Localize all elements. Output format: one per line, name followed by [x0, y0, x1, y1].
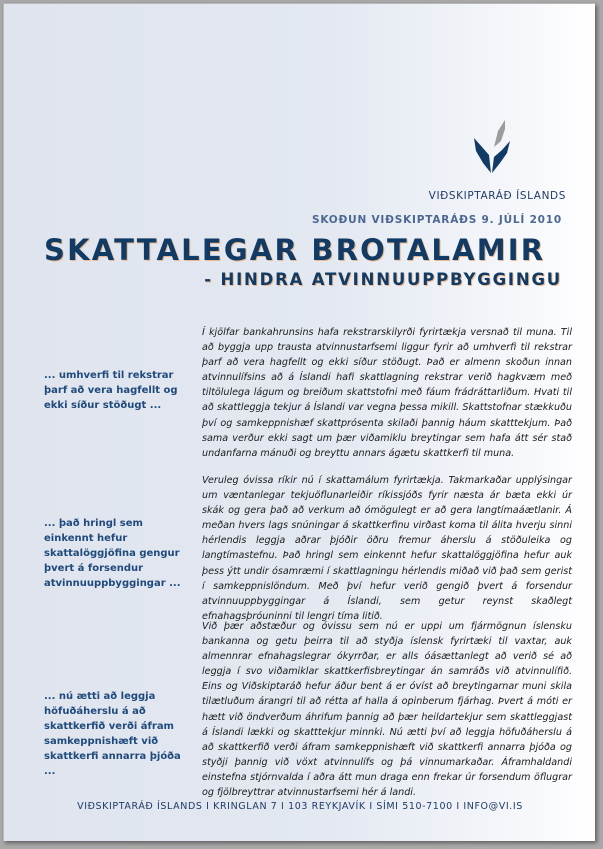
document-page	[3, 3, 595, 841]
leaf-chevron-logo-icon	[472, 117, 512, 175]
brand-name: VIÐSKIPTARÁÐ ÍSLANDS	[428, 190, 566, 202]
body-paragraph-2: Veruleg óvissa ríkir nú í skattamálum fyrirtækja. Takmarkaðar upplýsingar um væntanlegar tekjuöflunarleiðir ríkissjóðs fyrir næsta ár bæta ekki úr skák og gera það að verkum að ómögulegt er að gera langtímaáætlanir. Á meðan hvers lags snúningar á skattkerfinu virðast koma til álita hverju sinni hérlendis leggja aðrar þjóðir öðru fremur áherslu á stöðuleika og langtímastefnu. Það hringl sem einkennt hefur skattalöggjöfina hefur auk þess ýtt undir ósamræmi í skattlagningu hérlendis miðað við það sem gerist í samkeppnislöndum. Með því hefur verið gengið þvert á forsendur atvinnuuppbyggingar á Íslandi, sem getur reynst skaðlegt efnahagsþróuninni til lengri tíma litið.	[202, 475, 572, 622]
body-paragraph-3: Við þær aðstæður og óvissu sem nú er uppi um fjármögnun íslensku bankanna og getu þeirra til að styðja íslensk fyrirtæki til vaxtar, auk almennrar efnahagslegrar ókyrrðar, er alls óásættanlegt að verið sé að leggja í svo viðamiklar skattkerfisbreytingar án samráðs við atvinnulífið. Eins og Viðskiptaráð hefur áður bent á er óvíst að breytingarnar muni skila tilætluðum árangri til að rétta af halla á opinberum fjárhag. Þvert á móti er hætt við öndverðum áhrifum þannig að þær heildartekjur sem skattleggjast á Íslandi lækki og skatttekjur minnki. Nú ætti því að leggja höfuðáherslu á að skattkerfið verði áfram samkeppnishæft við skattkerfi annarra þjóða og styðji þannig við vöxt atvinnulífs og þá vinnumarkaðar. Áframhaldandi einstefna stjórnvalda í aðra átt mun draga enn frekar úr forsendum öflugrar og fjölbreyttrar atvinnustarfsemi hér á landi.	[202, 621, 572, 799]
dateline: SKOÐUN VIÐSKIPTARÁÐS 9. JÚLÍ 2010	[311, 214, 562, 226]
pull-quote-1: ... umhverfi til rekstrar þarf að vera hagfellt og ekki síður stöðugt ...	[44, 370, 178, 411]
page-title: SKATTALEGAR BROTALAMIR	[44, 233, 546, 267]
footer-contact: VIÐSKIPTARÁÐ ÍSLANDS I KRINGLAN 7 I 103 REYKJAVÍK I SÍMI 510-7100 I INFO@VI.IS	[77, 801, 523, 812]
pull-quote-2: ... það hringl sem einkennt hefur skattalöggjöfina gengur þvert á forsendur atvinnuuppbyggingar ...	[44, 518, 181, 589]
pull-quote-3: ... nú ætti að leggja höfuðáherslu á að skattkerfið verði áfram samkeppnishæft við skattkerfi annarra þjóða ...	[44, 691, 181, 777]
page-subtitle: - HINDRA ATVINNUUPPBYGGINGU	[204, 270, 562, 289]
body-paragraph-1: Í kjölfar bankahrunsins hafa rekstrarskilyrði fyrirtækja versnað til muna. Til að byggja upp trausta atvinnustarfsemi liggur fyrir að umhverfi til rekstrar þarf að vera hagfellt og ekki síður stöðugt. Það er almenn skoðun innan atvinnulífsins að á Íslandi hafi skattlagning rekstrar verið hagkvæm með tiltölulega lágum og breiðum skattstofni með fáum frádráttarliðum. Hvati til að skattleggja tekjur á Íslandi var vegna þessa mikill. Skattstofnar stækkuðu því og samkeppnishæf skattprósenta skilaði þannig háum skatttekjum. Það sama verður ekki sagt um þær viðamiklu breytingar sem hafa átt sér stað undanfarna mánuði og breyttu annars ágætu skattkerfi til muna.	[202, 327, 572, 459]
